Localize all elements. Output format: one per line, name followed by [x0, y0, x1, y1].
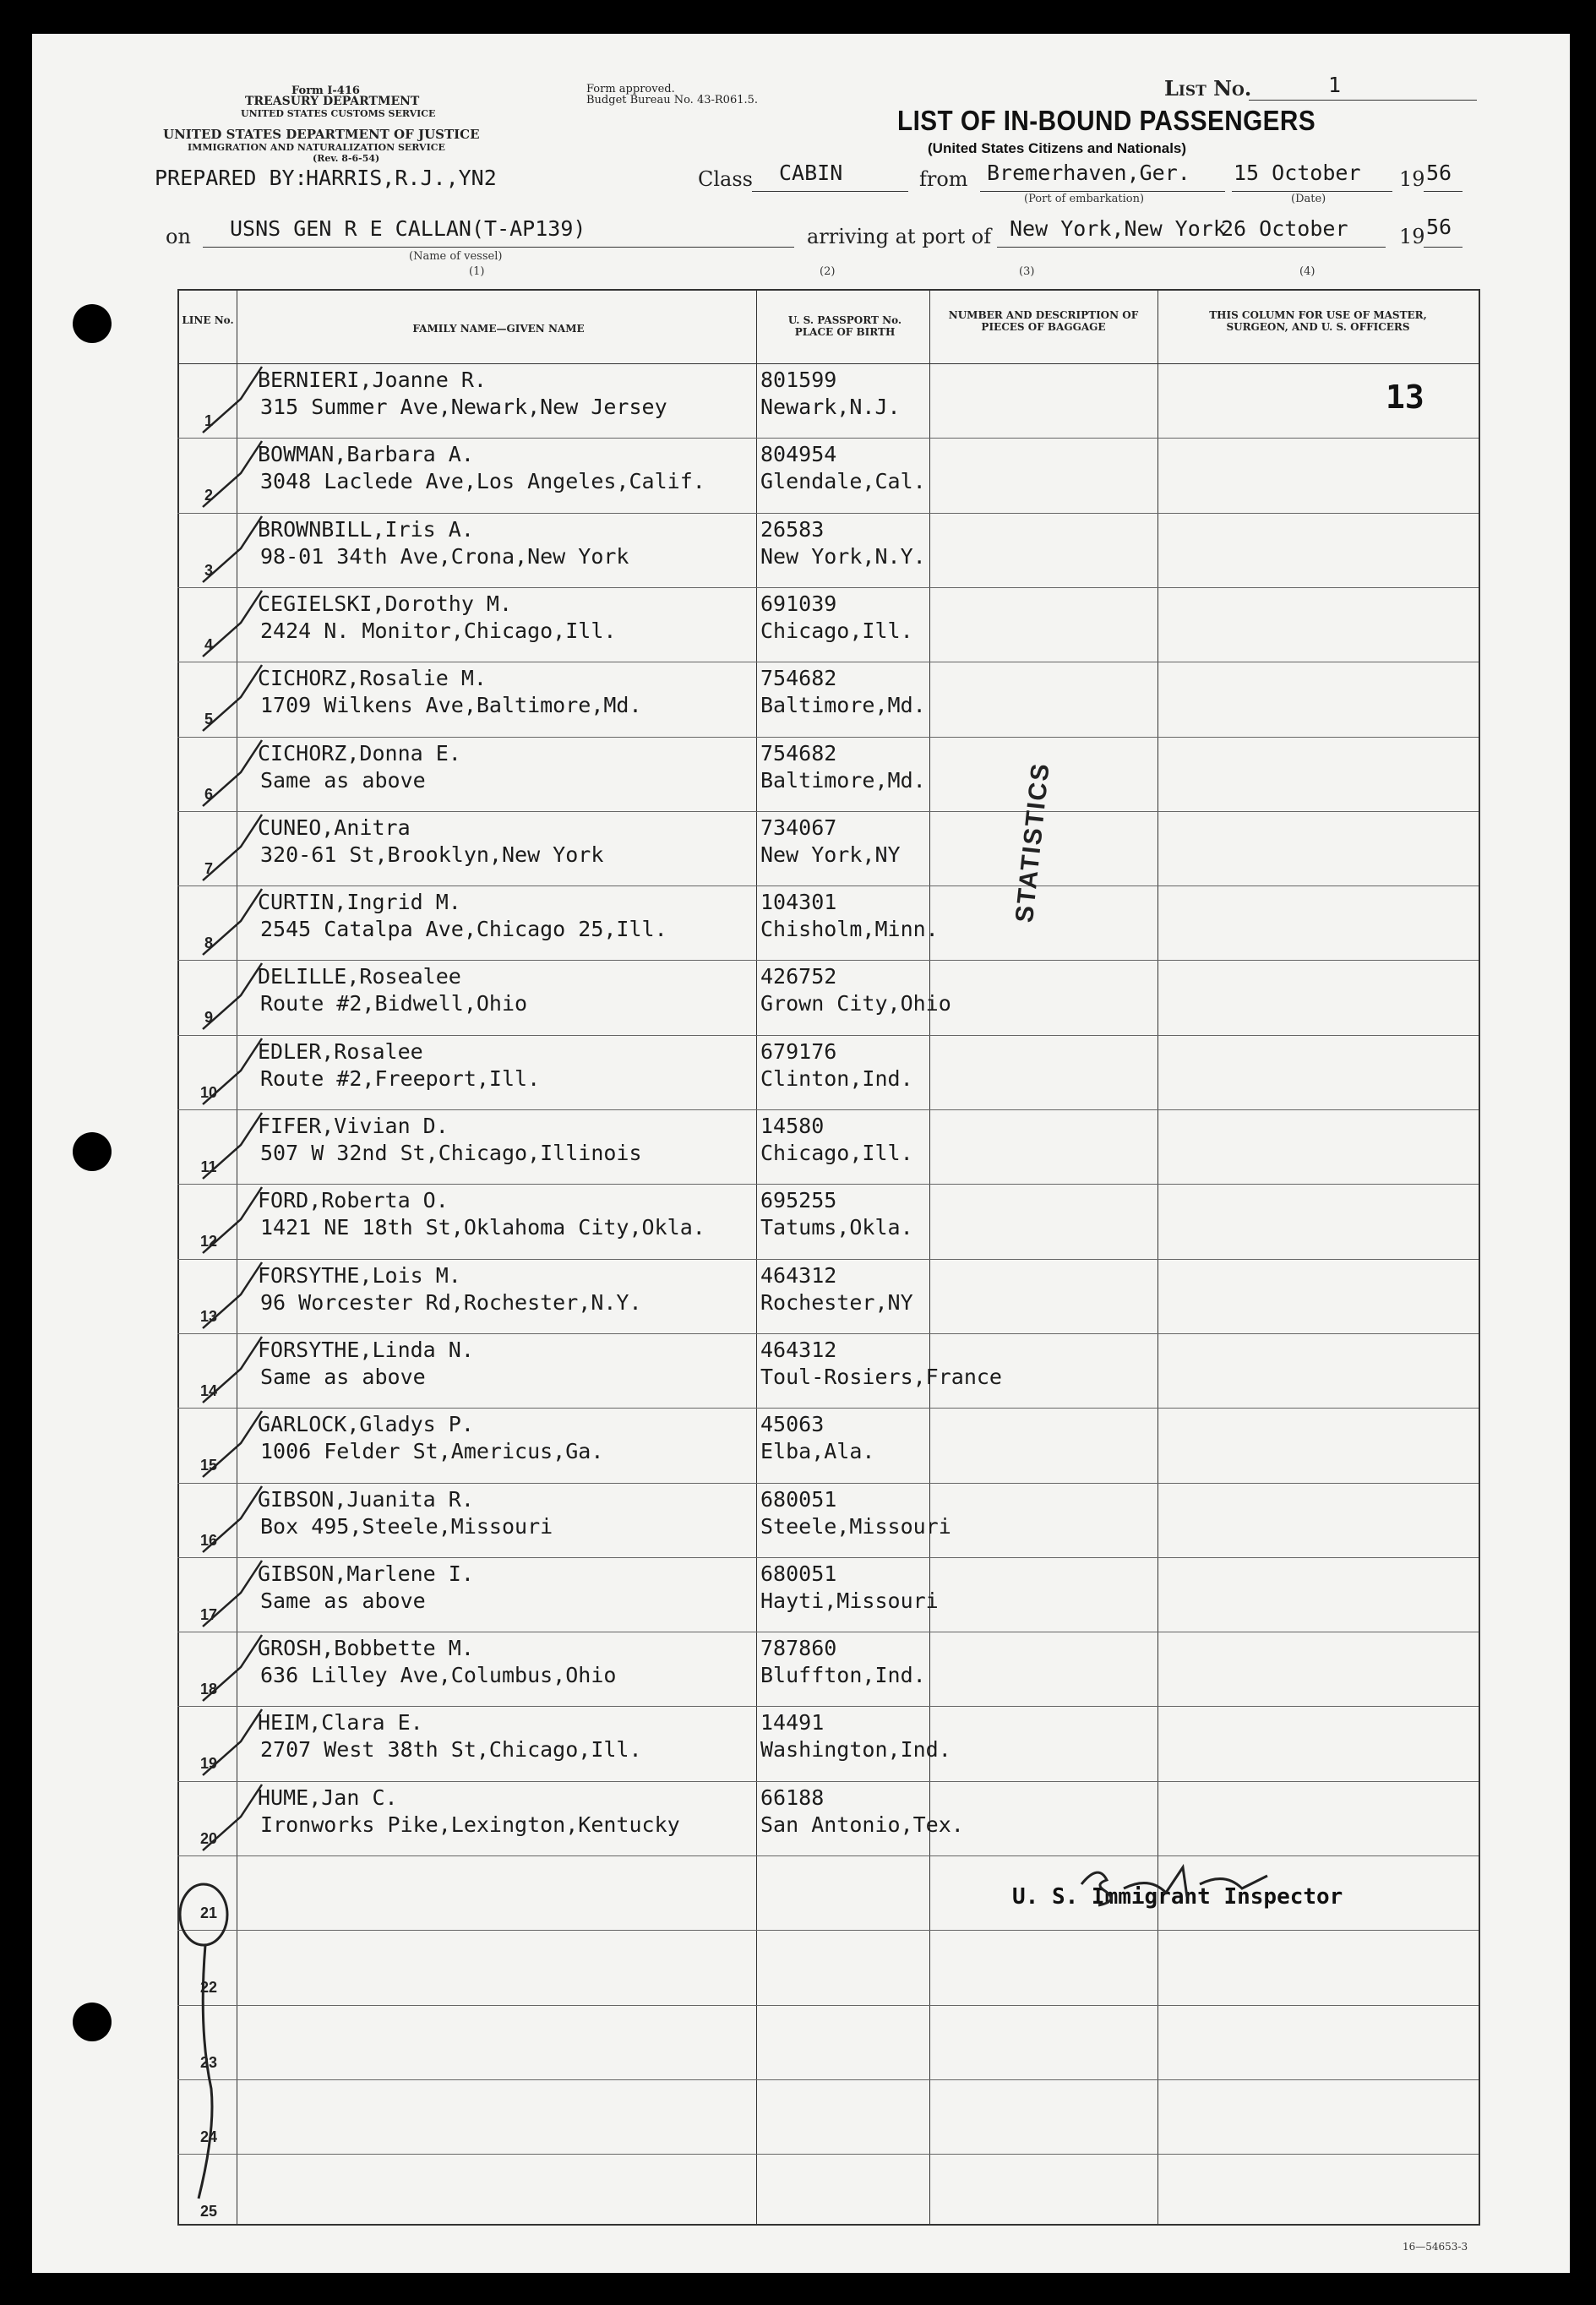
- passport-number: 804954: [760, 442, 837, 467]
- passenger-name: GIBSON,Juanita R.: [258, 1486, 474, 1512]
- passenger-name: CICHORZ,Rosalie M.: [258, 666, 487, 691]
- port-embarkation-caption: (Port of embarkation): [1024, 193, 1145, 205]
- check-mark: [194, 1261, 270, 1337]
- col-header-line: LINE No.: [182, 314, 234, 326]
- place-of-birth: Washington,Ind.: [760, 1737, 951, 1763]
- line-number: 23: [199, 2053, 218, 2071]
- passenger-address: Route #2,Freeport,Ill.: [260, 1065, 541, 1091]
- arrival-year: 56: [1426, 215, 1452, 239]
- statistics-stamp: STATISTICS: [1010, 760, 1055, 924]
- check-mark: [194, 439, 270, 515]
- column-ref-1: (1): [469, 265, 485, 278]
- justice-dept: UNITED STATES DEPARTMENT OF JUSTICE: [163, 127, 480, 142]
- form-approved: Form approved.: [586, 83, 675, 95]
- place-of-birth: Chisholm,Minn.: [760, 917, 939, 942]
- line-number: 9: [204, 1009, 213, 1027]
- place-of-birth: Toul-Rosiers,France: [760, 1364, 1002, 1389]
- arrival-date: 26 October: [1221, 216, 1348, 241]
- place-of-birth: Clinton,Ind.: [760, 1065, 913, 1091]
- line-number: 7: [204, 859, 213, 877]
- passenger-name: GIBSON,Marlene I.: [258, 1561, 474, 1586]
- list-no-label: List No.: [1164, 76, 1252, 101]
- col-header-baggage: NUMBER AND DESCRIPTION OF PIECES OF BAGGAGE: [948, 309, 1139, 333]
- check-mark: [194, 1559, 270, 1635]
- passenger-name: DELILLE,Rosealee: [258, 964, 461, 989]
- place-of-birth: Chicago,Ill.: [760, 618, 913, 643]
- line-number: 4: [204, 635, 213, 653]
- form-footer-code: 16—54653-3: [1403, 2241, 1468, 2253]
- passenger-name: CICHORZ,Donna E.: [258, 740, 461, 766]
- place-of-birth: Tatums,Okla.: [760, 1215, 913, 1240]
- check-mark: [194, 813, 270, 889]
- passenger-name: GROSH,Bobbette M.: [258, 1636, 474, 1661]
- passport-number: 787860: [760, 1636, 837, 1661]
- check-mark: [194, 738, 270, 815]
- passport-number: 734067: [760, 815, 837, 840]
- passport-number: 14491: [760, 1710, 825, 1736]
- vessel-caption: (Name of vessel): [409, 250, 503, 263]
- passport-number: 464312: [760, 1337, 837, 1362]
- passenger-name: BOWMAN,Barbara A.: [258, 442, 474, 467]
- port-of-embarkation: Bremerhaven,Ger.: [987, 161, 1190, 185]
- line-number: 22: [199, 1979, 218, 1997]
- immigration-service: IMMIGRATION AND NATURALIZATION SERVICE: [188, 142, 445, 153]
- place-of-birth: Rochester,NY: [760, 1289, 913, 1315]
- treasury-dept: TREASURY DEPARTMENT: [245, 95, 420, 108]
- form-number: Form I-416: [291, 84, 360, 97]
- departure-date: 15 October: [1234, 161, 1361, 185]
- place-of-birth: Hayti,Missouri: [760, 1588, 939, 1613]
- inspector-signature: [1073, 1859, 1318, 1910]
- line-number: 15: [199, 1457, 218, 1474]
- line-number: 5: [204, 711, 213, 728]
- vessel-name: USNS GEN R E CALLAN(T-AP139): [230, 216, 586, 241]
- passenger-address: 636 Lilley Ave,Columbus,Ohio: [260, 1663, 617, 1688]
- page-subtitle: (United States Citizens and Nationals): [928, 140, 1187, 156]
- passenger-address: 1709 Wilkens Ave,Baltimore,Md.: [260, 693, 642, 718]
- place-of-birth: Elba,Ala.: [760, 1439, 875, 1464]
- check-mark: [194, 589, 270, 665]
- check-mark: [194, 1633, 270, 1709]
- passenger-address: 98-01 34th Ave,Crona,New York: [260, 543, 629, 569]
- place-of-birth: Steele,Missouri: [760, 1513, 951, 1539]
- passenger-address: Same as above: [260, 1364, 426, 1389]
- line-number: 11: [200, 1158, 217, 1175]
- line-number: 12: [199, 1233, 218, 1251]
- list-no-value: 1: [1328, 73, 1342, 97]
- check-mark: [194, 1335, 270, 1411]
- passport-number: 26583: [760, 516, 825, 542]
- check-mark: [194, 887, 270, 963]
- passenger-address: 315 Summer Ave,Newark,New Jersey: [260, 395, 667, 419]
- passenger-table: [177, 289, 1480, 2226]
- passport-number: 464312: [760, 1262, 837, 1288]
- passenger-name: FIFER,Vivian D.: [258, 1114, 449, 1138]
- line-number: 25: [199, 2203, 218, 2221]
- check-mark: [194, 1485, 270, 1561]
- arrival-port: New York,New York: [1010, 216, 1226, 241]
- passenger-name: HEIM,Clara E.: [258, 1710, 423, 1736]
- passenger-address: Ironworks Pike,Lexington,Kentucky: [260, 1812, 680, 1837]
- passenger-address: Route #2,Bidwell,Ohio: [260, 991, 528, 1016]
- check-mark: [194, 365, 270, 441]
- punch-hole-middle: [73, 1132, 112, 1171]
- passport-number: 104301: [760, 890, 837, 915]
- passenger-address: 1421 NE 18th St,Oklahoma City,Okla.: [260, 1215, 705, 1240]
- col-header-name: FAMILY NAME—GIVEN NAME: [412, 323, 585, 335]
- line-number: 24: [199, 2128, 218, 2145]
- passenger-name: FORD,Roberta O.: [258, 1188, 449, 1213]
- passport-number: 426752: [760, 964, 837, 989]
- column-ref-4: (4): [1299, 265, 1315, 278]
- place-of-birth: Newark,N.J.: [760, 395, 901, 419]
- passport-number: 691039: [760, 591, 837, 616]
- check-mark: [194, 1037, 270, 1113]
- place-of-birth: Baltimore,Md.: [760, 767, 926, 793]
- passenger-address: 1006 Felder St,Americus,Ga.: [260, 1439, 604, 1464]
- passenger-name: BROWNBILL,Iris A.: [258, 516, 474, 542]
- class-value: CABIN: [779, 161, 843, 185]
- line-number: 10: [199, 1083, 218, 1101]
- departure-year: 56: [1426, 161, 1452, 185]
- line-number: 8: [204, 935, 213, 952]
- line-number: 1: [204, 412, 213, 429]
- check-mark: [194, 515, 270, 591]
- place-of-birth: Baltimore,Md.: [760, 693, 926, 718]
- place-of-birth: Glendale,Cal.: [760, 469, 926, 494]
- passenger-name: HUME,Jan C.: [258, 1785, 398, 1810]
- budget-bureau: Budget Bureau No. 43-R061.5.: [586, 94, 759, 106]
- line-number: 20: [199, 1829, 218, 1847]
- passport-number: 14580: [760, 1114, 825, 1138]
- col-header-passport: U. S. PASSPORT No. PLACE OF BIRTH: [787, 314, 902, 338]
- line-21-circle-mark: [173, 1877, 232, 2207]
- check-mark: [194, 1409, 270, 1485]
- passport-number: 754682: [760, 666, 837, 691]
- passenger-name: CEGIELSKI,Dorothy M.: [258, 591, 513, 616]
- passenger-address: 320-61 St,Brooklyn,New York: [260, 842, 604, 867]
- inspector-signature-line: U. S. Immigrant Inspector: [1012, 1884, 1343, 1910]
- punch-hole-top: [73, 304, 112, 343]
- passenger-name: CURTIN,Ingrid M.: [258, 890, 461, 915]
- passenger-address: Box 495,Steele,Missouri: [260, 1513, 553, 1539]
- check-mark: [194, 1783, 270, 1859]
- line-number: 21: [199, 1904, 218, 1921]
- passenger-address: 2424 N. Monitor,Chicago,Ill.: [260, 618, 617, 643]
- line-number: 16: [199, 1531, 218, 1549]
- passenger-name: GARLOCK,Gladys P.: [258, 1412, 474, 1437]
- check-mark: [194, 663, 270, 739]
- passport-number: 680051: [760, 1486, 837, 1512]
- officer-count: 13: [1386, 379, 1424, 416]
- passport-number: 679176: [760, 1038, 837, 1064]
- passport-number: 695255: [760, 1188, 837, 1213]
- passenger-address: Same as above: [260, 767, 426, 793]
- passenger-name: FORSYTHE,Lois M.: [258, 1262, 461, 1288]
- line-number: 19: [199, 1755, 218, 1773]
- page-title: LIST OF IN-BOUND PASSENGERS: [897, 105, 1316, 136]
- line-number: 14: [199, 1381, 218, 1399]
- date-caption: (Date): [1291, 193, 1326, 205]
- column-ref-3: (3): [1019, 265, 1035, 278]
- passenger-address: Same as above: [260, 1588, 426, 1613]
- passport-number: 754682: [760, 740, 837, 766]
- passenger-address: 96 Worcester Rd,Rochester,N.Y.: [260, 1289, 642, 1315]
- passenger-name: CUNEO,Anitra: [258, 815, 411, 840]
- place-of-birth: New York,N.Y.: [760, 543, 926, 569]
- departure-year-prefix: 19: [1399, 167, 1425, 191]
- check-mark: [194, 1111, 270, 1187]
- place-of-birth: Grown City,Ohio: [760, 991, 951, 1016]
- passenger-name: BERNIERI,Joanne R.: [258, 368, 487, 392]
- from-label: from: [919, 167, 968, 191]
- line-number: 2: [204, 487, 213, 504]
- form-revision: (Rev. 8-6-54): [313, 153, 380, 164]
- prepared-by-value: HARRIS,R.J.,YN2: [306, 166, 497, 190]
- place-of-birth: San Antonio,Tex.: [760, 1812, 964, 1837]
- column-ref-2: (2): [820, 265, 836, 278]
- check-mark: [194, 962, 270, 1038]
- class-label: Class: [698, 167, 753, 191]
- line-number: 6: [204, 785, 213, 803]
- check-mark: [194, 1708, 270, 1784]
- place-of-birth: Bluffton,Ind.: [760, 1663, 926, 1688]
- prepared-by-label: PREPARED BY:: [155, 166, 308, 190]
- check-mark: [194, 1185, 270, 1261]
- punch-hole-bottom: [73, 2003, 112, 2041]
- arrival-year-prefix: 19: [1399, 225, 1425, 248]
- passport-number: 801599: [760, 368, 837, 392]
- passenger-address: 3048 Laclede Ave,Los Angeles,Calif.: [260, 469, 705, 494]
- passenger-address: 507 W 32nd St,Chicago,Illinois: [260, 1141, 642, 1165]
- place-of-birth: Chicago,Ill.: [760, 1141, 913, 1165]
- passport-number: 680051: [760, 1561, 837, 1586]
- line-number: 3: [204, 561, 213, 579]
- line-number: 18: [199, 1681, 218, 1698]
- passenger-address: 2545 Catalpa Ave,Chicago 25,Ill.: [260, 917, 667, 942]
- passenger-name: EDLER,Rosalee: [258, 1038, 423, 1064]
- passenger-name: FORSYTHE,Linda N.: [258, 1337, 474, 1362]
- line-number: 13: [199, 1307, 218, 1325]
- col-header-officers: THIS COLUMN FOR USE OF MASTER, SURGEON, AND U. S. OFFICERS: [1209, 309, 1427, 333]
- passport-number: 66188: [760, 1785, 825, 1810]
- on-label: on: [166, 225, 191, 248]
- passport-number: 45063: [760, 1412, 825, 1437]
- arriving-label: arriving at port of: [807, 225, 992, 248]
- place-of-birth: New York,NY: [760, 842, 901, 867]
- passenger-address: 2707 West 38th St,Chicago,Ill.: [260, 1737, 642, 1763]
- customs-service: UNITED STATES CUSTOMS SERVICE: [241, 108, 436, 119]
- line-number: 17: [199, 1605, 218, 1623]
